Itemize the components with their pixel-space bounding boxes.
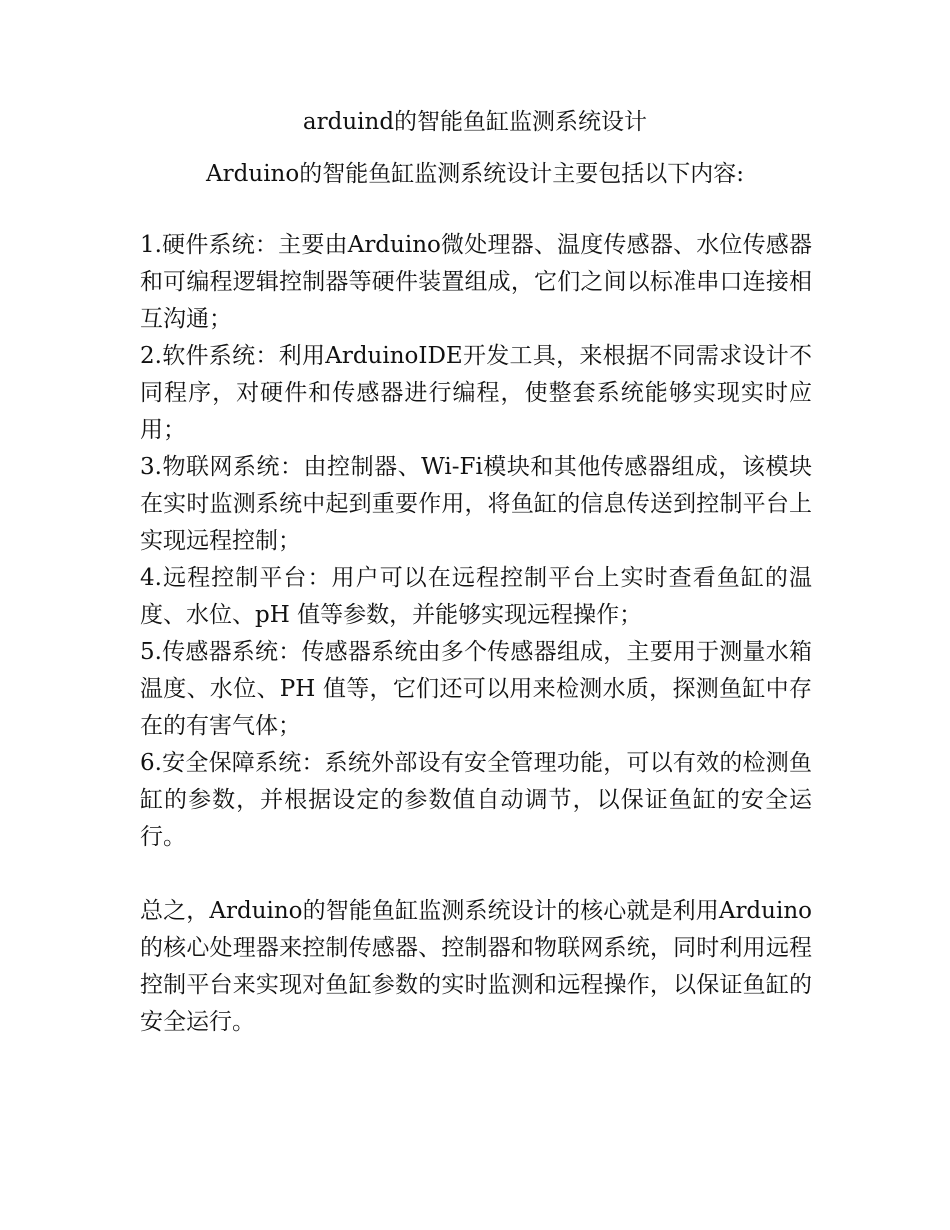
list-item-sensors: 5.传感器系统：传感器系统由多个传感器组成，主要用于测量水箱温度、水位、PH 值等，它们还可以用来检测水质，探测鱼缸中存在的有害气体； bbox=[140, 639, 812, 739]
list-item-software: 2.软件系统：利用ArduinoIDE开发工具，来根据不同需求设计不同程序，对硬件和传感器进行编程，使整套系统能够实现实时应用； bbox=[140, 343, 812, 443]
conclusion-paragraph: 总之，Arduino的智能鱼缸监测系统设计的核心就是利用Arduino的核心处理器来控制传感器、控制器和物联网系统，同时利用远程控制平台来实现对鱼缸参数的实时监测和远程操作，以保证鱼缸的安全运行。 bbox=[140, 898, 812, 1035]
list-item-remote-platform: 4.远程控制平台：用户可以在远程控制平台上实时查看鱼缸的温度、水位、pH 值等参数，并能够实现远程操作； bbox=[140, 565, 812, 628]
document-title: arduind的智能鱼缸监测系统设计 bbox=[302, 109, 648, 135]
paragraph-spacer bbox=[140, 856, 812, 893]
document-subtitle: Arduino的智能鱼缸监测系统设计主要包括以下内容: bbox=[206, 161, 744, 187]
list-item-hardware: 1.硬件系统：主要由Arduino微处理器、温度传感器、水位传感器和可编程逻辑控制器等硬件装置组成，它们之间以标准串口连接相互沟通； bbox=[140, 232, 812, 332]
list-item-safety: 6.安全保障系统：系统外部设有安全管理功能，可以有效的检测鱼缸的参数，并根据设定的参数值自动调节，以保证鱼缸的安全运行。 bbox=[140, 750, 812, 850]
list-item-iot: 3.物联网系统：由控制器、Wi-Fi模块和其他传感器组成，该模块在实时监测系统中起到重要作用，将鱼缸的信息传送到控制平台上实现远程控制； bbox=[140, 454, 812, 554]
document-body bbox=[140, 227, 812, 1041]
